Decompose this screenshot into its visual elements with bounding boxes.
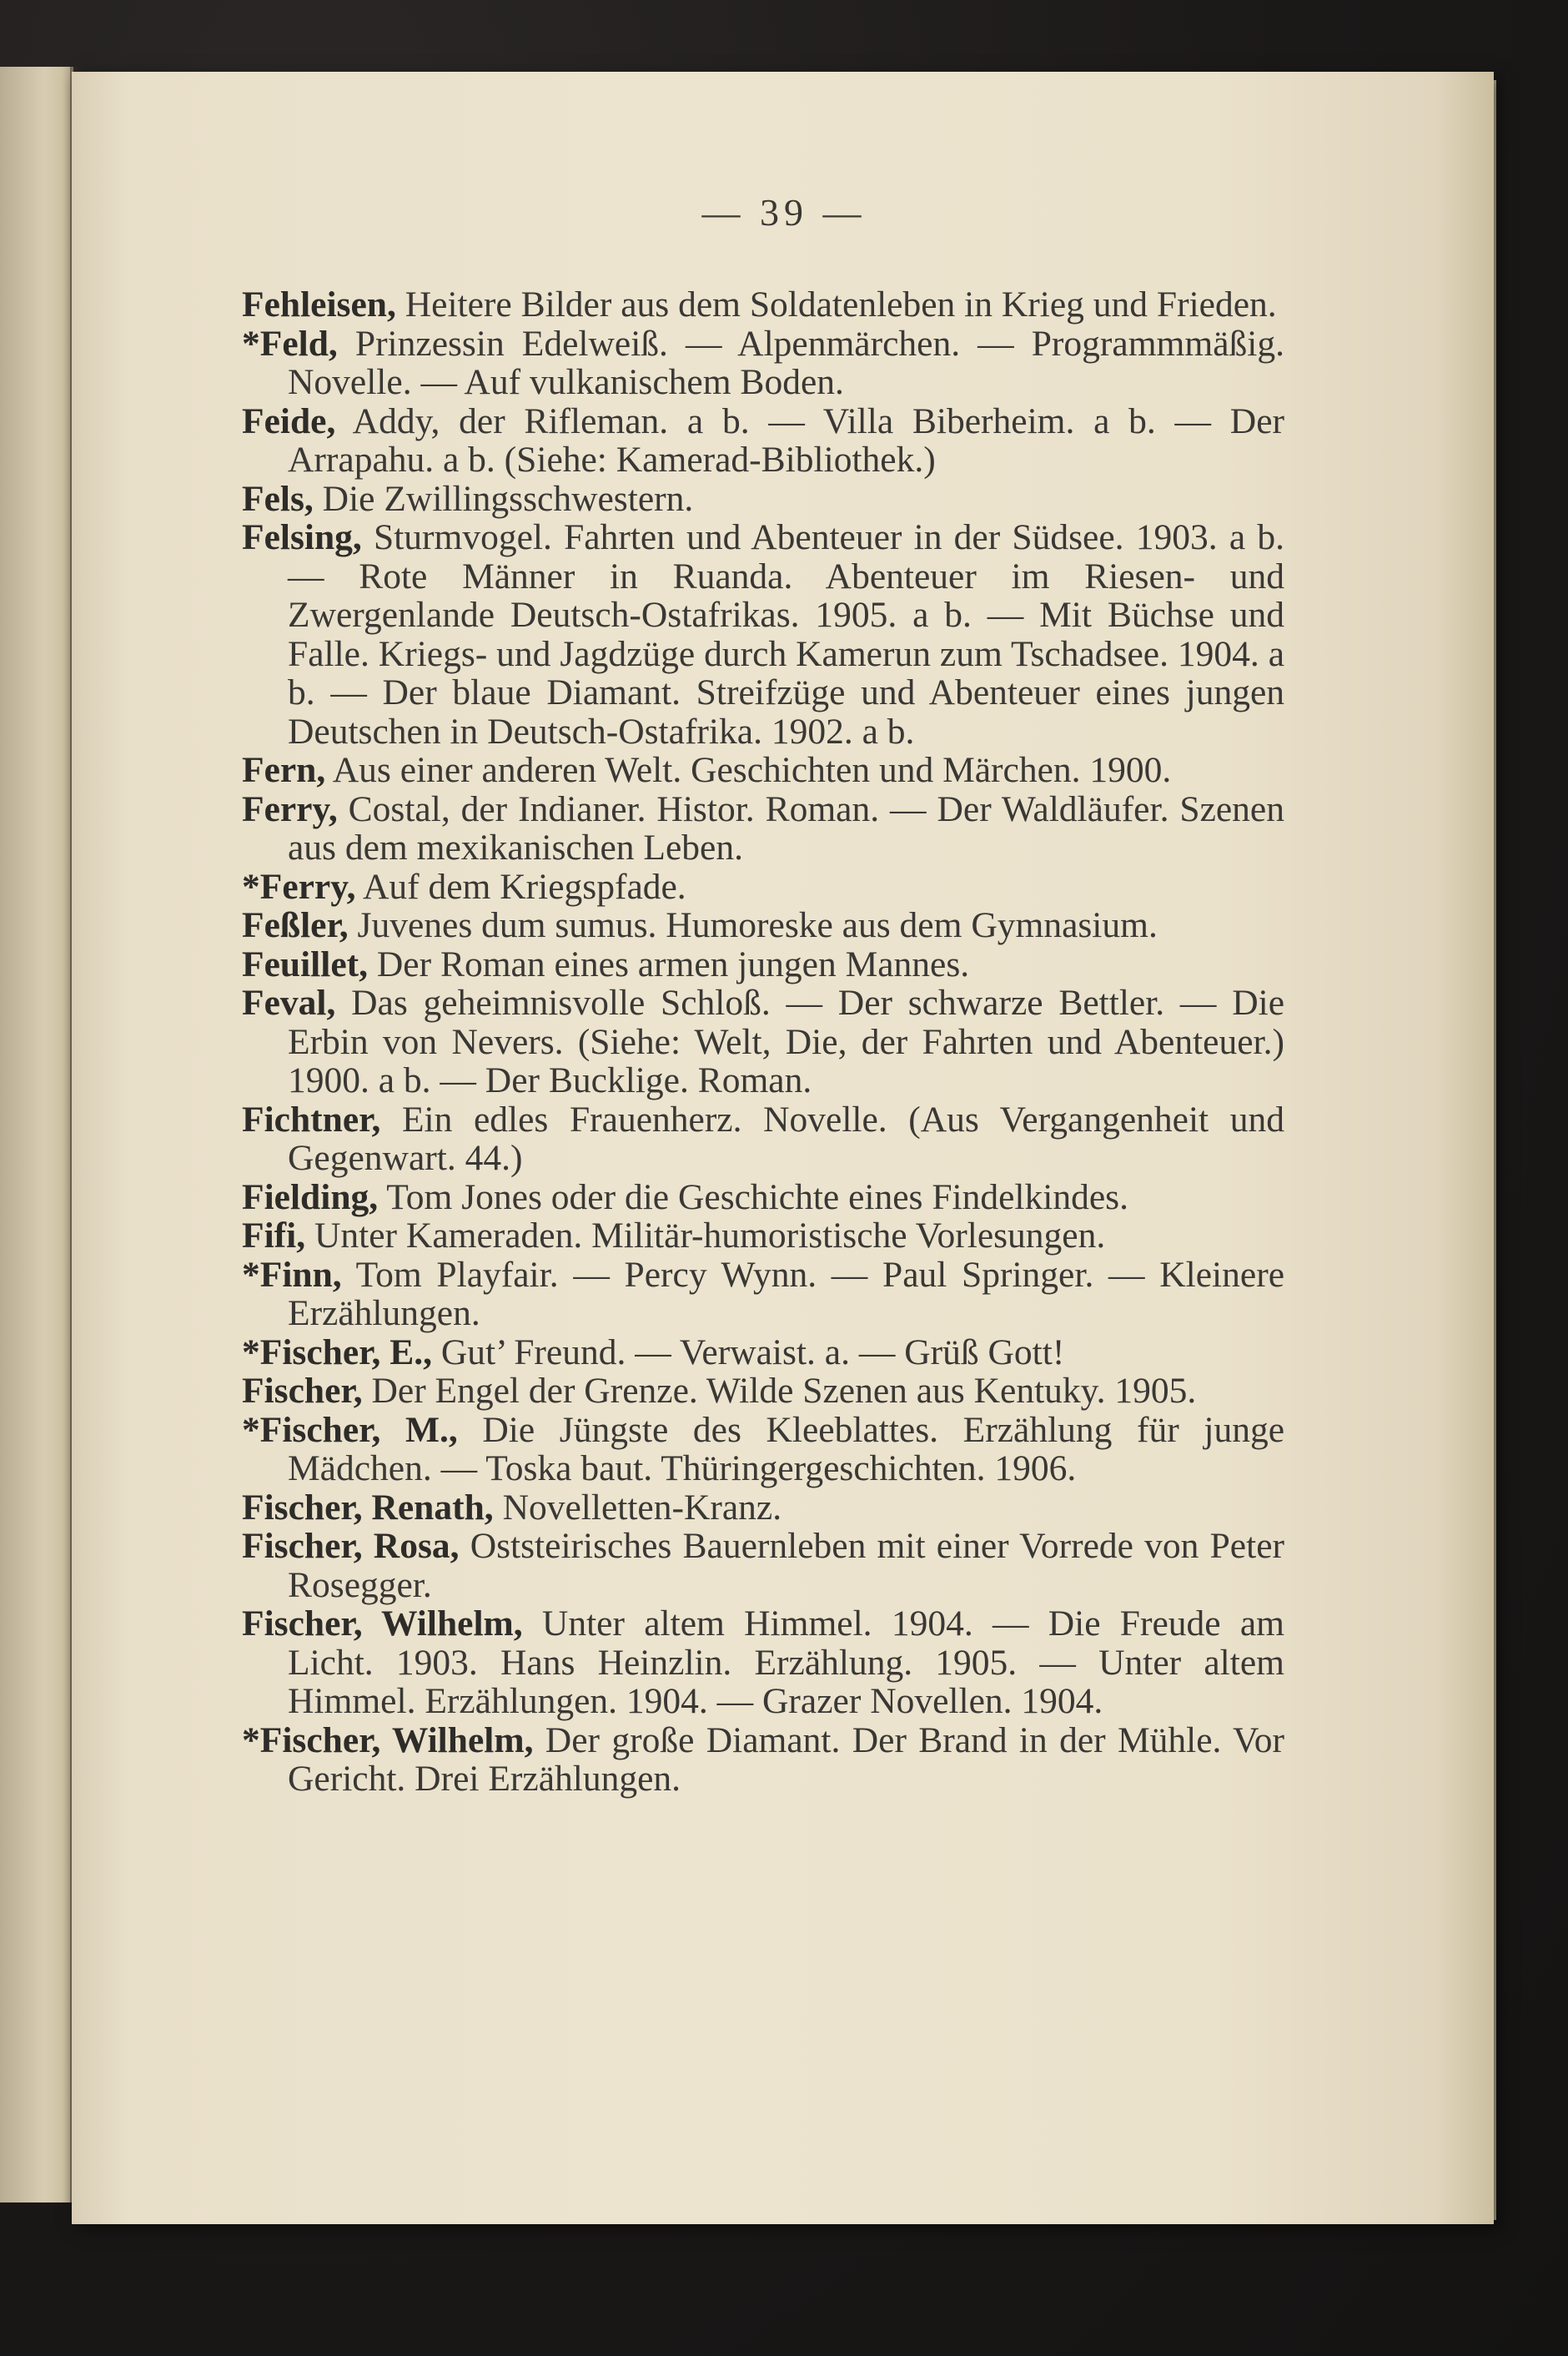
page-number: — 39 — bbox=[701, 191, 867, 234]
author-name: *Fischer, Wilhelm, bbox=[242, 1719, 534, 1760]
catalog-entry bbox=[242, 790, 1284, 868]
catalog-entry bbox=[242, 1372, 1284, 1411]
author-name: Felsing, bbox=[242, 517, 362, 557]
entry-titles: Sturmvogel. Fahrten und Abenteuer in der Südsee. 1903. a b. — Rote Männer in Ruanda. Abenteuer im Riesen- und Zwergenlande Deutsch-Ostafrikas. 1905. a b. — Mit Büchse und Falle. Kriegs- und Jagdzüge durch Kamerun zum Tschadsee. 1904. a b. — Der blaue Diamant. Streifzüge und Abenteuer eines jungen Deutschen in Deutsch-Ostafrika. 1902. a b. bbox=[288, 517, 1284, 752]
catalog-entries bbox=[242, 285, 1284, 1799]
entry-titles: Tom Jones oder die Geschichte eines Findelkindes. bbox=[378, 1176, 1128, 1217]
author-name: Fischer, Rosa, bbox=[242, 1526, 460, 1566]
author-name: *Ferry, bbox=[242, 866, 356, 907]
entry-titles: Auf dem Kriegspfade. bbox=[355, 866, 686, 907]
entry-titles: Prinzessin Edelweiß. — Alpenmärchen. — Programmmäßig. Novelle. — Auf vulkanischem Boden. bbox=[288, 323, 1284, 402]
author-name: Fielding, bbox=[242, 1176, 379, 1217]
entry-titles: Aus einer anderen Welt. Geschichten und Märchen. 1900. bbox=[325, 750, 1172, 790]
author-name: Fischer, Renath, bbox=[242, 1487, 494, 1528]
catalog-entry bbox=[242, 868, 1284, 907]
entry-titles: Die Zwillingsschwestern. bbox=[313, 478, 694, 519]
catalog-entry bbox=[242, 1216, 1284, 1256]
entry-titles: Unter altem Himmel. 1904. — Die Freude am Licht. 1903. Hans Heinzlin. Erzählung. 1905. — Unter altem Himmel. Erzählungen. 1904. — Grazer Novellen. 1904. bbox=[288, 1603, 1284, 1721]
entry-titles: Addy, der Rifleman. a b. — Villa Biberheim. a b. — Der Arrapahu. a b. (Siehe: Kamerad-Bibliothek.) bbox=[288, 400, 1284, 480]
entry-titles: Novelletten-Kranz. bbox=[493, 1487, 782, 1528]
catalog-entry bbox=[242, 1411, 1284, 1488]
entry-titles: Oststeirisches Bauernleben mit einer Vorrede von Peter Rosegger. bbox=[288, 1526, 1284, 1605]
catalog-entry bbox=[242, 1178, 1284, 1217]
catalog-entry bbox=[242, 1604, 1284, 1721]
catalog-entry bbox=[242, 751, 1284, 790]
catalog-entry bbox=[242, 325, 1284, 402]
author-name: Fehleisen, bbox=[242, 284, 396, 325]
catalog-entry bbox=[242, 518, 1284, 751]
catalog-entry bbox=[242, 906, 1284, 945]
author-name: *Fischer, E., bbox=[242, 1332, 432, 1372]
catalog-entry bbox=[242, 1721, 1284, 1799]
author-name: Fern, bbox=[242, 750, 326, 790]
catalog-entry bbox=[242, 402, 1284, 480]
catalog-entry bbox=[242, 1333, 1284, 1372]
entry-titles: Unter Kameraden. Militär-humoristische Vorlesungen. bbox=[305, 1216, 1106, 1256]
author-name: Feval, bbox=[242, 983, 336, 1023]
entry-titles: Ein edles Frauenherz. Novelle. (Aus Vergangenheit und Gegenwart. 44.) bbox=[288, 1099, 1284, 1178]
entry-titles: Die Jüngste des Kleeblattes. Erzählung für junge Mädchen. — Toska baut. Thüringergeschichten. 1906. bbox=[288, 1409, 1285, 1488]
author-name: *Fischer, M., bbox=[242, 1409, 458, 1450]
catalog-entry bbox=[242, 984, 1284, 1100]
author-name: Fichtner, bbox=[242, 1099, 381, 1140]
catalog-entry bbox=[242, 1256, 1284, 1333]
entry-titles: Der Roman eines armen jungen Mannes. bbox=[368, 944, 970, 984]
author-name: Feide, bbox=[242, 400, 336, 441]
author-name: Fischer, Wilhelm, bbox=[242, 1603, 523, 1644]
previous-page-edge bbox=[0, 67, 73, 2202]
catalog-entry bbox=[242, 945, 1284, 984]
entry-titles: Gut’ Freund. — Verwaist. a. — Grüß Gott! bbox=[431, 1332, 1065, 1372]
author-name: Fels, bbox=[242, 478, 314, 519]
entry-titles: Tom Playfair. — Percy Wynn. — Paul Springer. — Kleinere Erzählungen. bbox=[288, 1254, 1284, 1333]
author-name: Feuillet, bbox=[242, 944, 368, 984]
catalog-entry bbox=[242, 1527, 1284, 1604]
author-name: Fischer, bbox=[242, 1371, 363, 1411]
author-name: Ferry, bbox=[242, 788, 338, 829]
catalog-entry bbox=[242, 1100, 1284, 1178]
author-name: Feßler, bbox=[242, 905, 349, 945]
entry-titles: Das geheimnisvolle Schloß. — Der schwarze Bettler. — Die Erbin von Nevers. (Siehe: Welt, Die, der Fahrten und Abenteuer.) 1900. a b. — Der Bucklige. Roman. bbox=[288, 983, 1284, 1100]
entry-titles: Costal, der Indianer. Histor. Roman. — Der Waldläufer. Szenen aus dem mexikanischen Leben. bbox=[288, 788, 1284, 868]
entry-titles: Der Engel der Grenze. Wilde Szenen aus Kentuky. 1905. bbox=[362, 1371, 1197, 1411]
author-name: *Finn, bbox=[242, 1254, 342, 1295]
author-name: *Feld, bbox=[242, 323, 338, 364]
catalog-entry bbox=[242, 285, 1284, 325]
entry-titles: Heitere Bilder aus dem Soldatenleben in Krieg und Frieden. bbox=[395, 284, 1277, 325]
author-name: Fifi, bbox=[242, 1216, 306, 1256]
entry-titles: Juvenes dum sumus. Humoreske aus dem Gymnasium. bbox=[348, 905, 1158, 945]
catalog-entry bbox=[242, 1488, 1284, 1528]
entry-titles: Der große Diamant. Der Brand in der Mühle. Vor Gericht. Drei Erzählungen. bbox=[288, 1719, 1284, 1799]
catalog-entry bbox=[242, 480, 1284, 519]
